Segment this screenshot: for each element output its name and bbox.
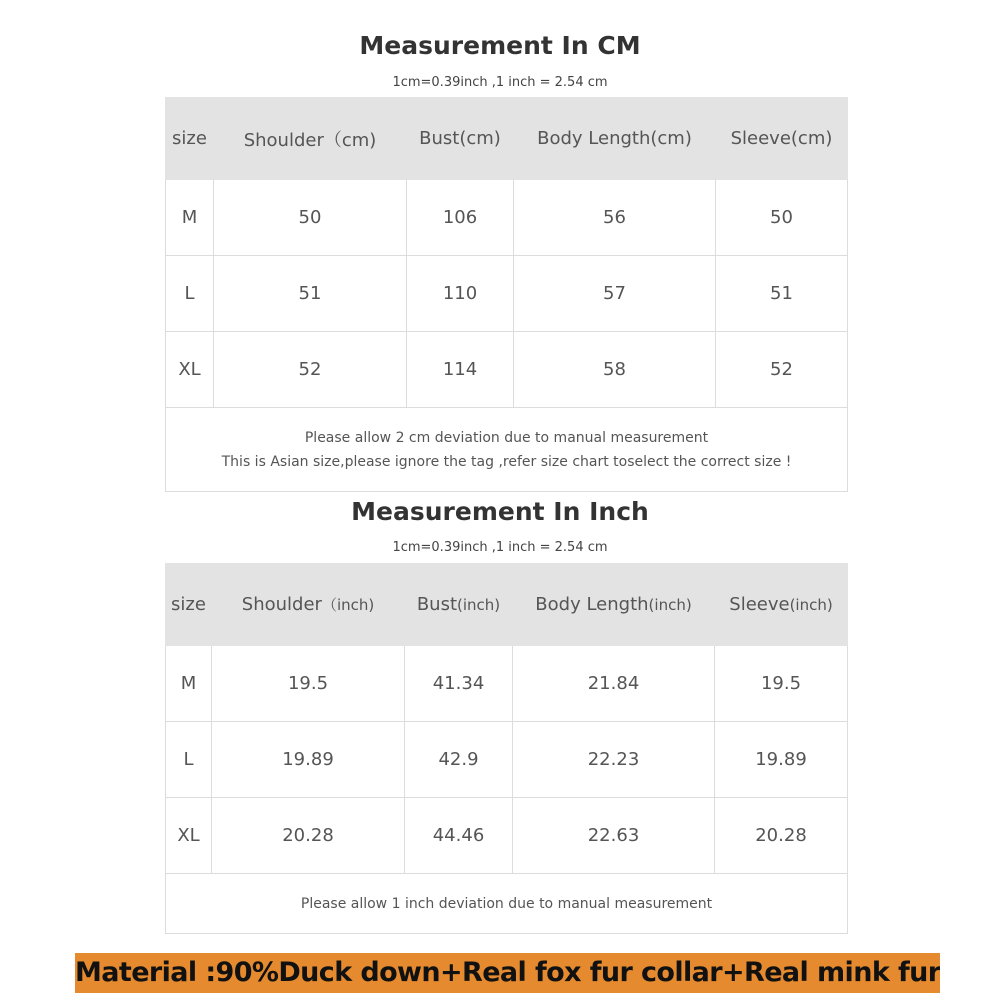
- inch-header-body-length: [513, 564, 715, 646]
- size-cell: M: [166, 180, 214, 256]
- sleeve-cell: 52: [716, 332, 848, 408]
- cm-conversion-note: 1cm=0.39inch ,1 inch = 2.54 cm: [392, 75, 608, 90]
- inch-header-bust: [405, 564, 513, 646]
- shoulder-cell: 19.89: [212, 722, 405, 798]
- size-cell: M: [166, 646, 212, 722]
- inch-deviation-note: Please allow 1 inch deviation due to manual measurement: [166, 874, 848, 934]
- inch-header-body-length-label: Body Length: [535, 594, 649, 615]
- shoulder-cell: 50: [214, 180, 407, 256]
- bust-cell: 44.46: [405, 798, 513, 874]
- shoulder-cell: 20.28: [212, 798, 405, 874]
- inch-header-bust-label: Bust: [416, 594, 458, 615]
- cm-note-cell: [166, 408, 848, 492]
- body-length-cell: 21.84: [513, 646, 715, 722]
- table-row: [166, 722, 848, 798]
- body-length-cell: 56: [514, 180, 716, 256]
- table-row: [166, 256, 848, 332]
- table-row: [166, 646, 848, 722]
- cm-header-sleeve: Sleeve(cm): [716, 98, 848, 180]
- size-cell: L: [166, 256, 214, 332]
- inch-note-row: [166, 874, 848, 934]
- shoulder-cell: 51: [214, 256, 407, 332]
- shoulder-cell: 52: [214, 332, 407, 408]
- cm-deviation-note: Please allow 2 cm deviation due to manual measurement: [304, 429, 709, 446]
- inch-section-title: Measurement In Inch: [351, 497, 649, 526]
- cm-size-table: [165, 97, 848, 492]
- inch-header-row: [166, 564, 848, 646]
- size-cell: L: [166, 722, 212, 798]
- sleeve-cell: 19.5: [715, 646, 848, 722]
- bust-cell: 110: [407, 256, 514, 332]
- cm-header-size: size: [166, 98, 214, 180]
- inch-header-bust-unit: (inch): [457, 596, 501, 614]
- cm-note-row: [166, 408, 848, 492]
- inch-header-sleeve-label: Sleeve: [729, 594, 790, 615]
- inch-header-body-length-unit: (inch): [648, 596, 692, 614]
- body-length-cell: 58: [514, 332, 716, 408]
- cm-header-shoulder: Shoulder（cm): [214, 98, 407, 180]
- cm-header-body-length: Body Length(cm): [514, 98, 716, 180]
- inch-size-table: [165, 563, 848, 934]
- bust-cell: 114: [407, 332, 514, 408]
- sleeve-cell: 50: [716, 180, 848, 256]
- table-row: [166, 180, 848, 256]
- cm-section-title: Measurement In CM: [359, 31, 641, 60]
- table-row: [166, 332, 848, 408]
- bust-cell: 106: [407, 180, 514, 256]
- asian-size-note: This is Asian size,please ignore the tag ,refer size chart toselect the correct size !: [221, 453, 792, 470]
- sleeve-cell: 20.28: [715, 798, 848, 874]
- inch-header-sleeve-unit: (inch): [789, 596, 833, 614]
- body-length-cell: 22.63: [513, 798, 715, 874]
- material-banner: Material :90%Duck down+Real fox fur collar+Real mink fur: [75, 953, 940, 993]
- bust-cell: 42.9: [405, 722, 513, 798]
- body-length-cell: 22.23: [513, 722, 715, 798]
- inch-header-sleeve: [715, 564, 848, 646]
- sleeve-cell: 51: [716, 256, 848, 332]
- sleeve-cell: 19.89: [715, 722, 848, 798]
- body-length-cell: 57: [514, 256, 716, 332]
- inch-header-shoulder-label: Shoulder: [241, 594, 322, 615]
- table-row: [166, 798, 848, 874]
- size-cell: XL: [166, 798, 212, 874]
- inch-header-size: size: [166, 564, 212, 646]
- bust-cell: 41.34: [405, 646, 513, 722]
- cm-header-bust: Bust(cm): [407, 98, 514, 180]
- shoulder-cell: 19.5: [212, 646, 405, 722]
- size-cell: XL: [166, 332, 214, 408]
- inch-conversion-note: 1cm=0.39inch ,1 inch = 2.54 cm: [392, 540, 608, 555]
- cm-header-row: [166, 98, 848, 180]
- inch-header-shoulder-unit: （inch): [321, 596, 375, 614]
- inch-header-shoulder: [212, 564, 405, 646]
